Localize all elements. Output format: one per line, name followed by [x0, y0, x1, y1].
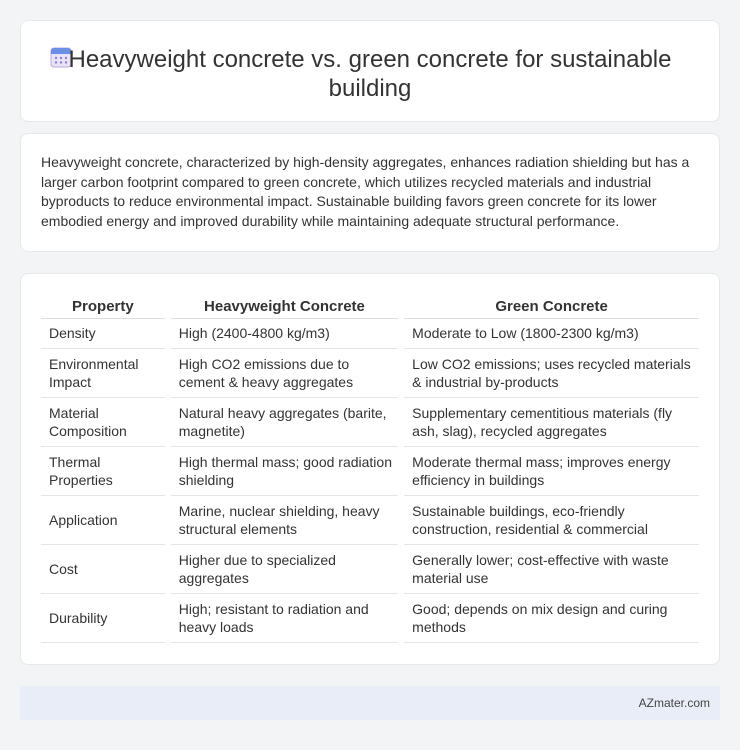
header-green: Green Concrete	[401, 294, 699, 318]
heavyweight-cell: High CO2 emissions due to cement & heavy aggregates	[168, 348, 401, 397]
header-heavyweight: Heavyweight Concrete	[168, 294, 401, 318]
property-cell: Material Composition	[41, 397, 168, 446]
table-row	[41, 397, 699, 446]
comparison-table-card	[20, 273, 720, 665]
green-cell: Moderate thermal mass; improves energy efficiency in buildings	[401, 446, 699, 495]
table-row	[41, 495, 699, 544]
table-row	[41, 348, 699, 397]
property-cell: Density	[41, 318, 168, 348]
table-row	[41, 446, 699, 495]
header-card	[20, 20, 720, 122]
comparison-table	[41, 294, 699, 643]
footer-site-link[interactable]: AZmater.com	[638, 696, 710, 710]
heavyweight-cell: High; resistant to radiation and heavy loads	[168, 593, 401, 642]
heavyweight-cell: High (2400-4800 kg/m3)	[168, 318, 401, 348]
table-row	[41, 318, 699, 348]
summary-card	[20, 133, 720, 252]
green-cell: Generally lower; cost-effective with waste material use	[401, 544, 699, 593]
summary-text: Heavyweight concrete, characterized by high-density aggregates, enhances radiation shielding but has a larger carbon footprint compared to green concrete, which utilizes recycled materials and industrial byproducts to reduce environmental impact. Sustainable building favors green concrete for its lower embodied energy and improved durability while maintaining adequate structural performance.	[41, 154, 690, 229]
heavyweight-cell: Natural heavy aggregates (barite, magnetite)	[168, 397, 401, 446]
property-cell: Durability	[41, 593, 168, 642]
green-cell: Sustainable buildings, eco-friendly construction, residential & commercial	[401, 495, 699, 544]
header-property: Property	[41, 294, 168, 318]
heavyweight-cell: Higher due to specialized aggregates	[168, 544, 401, 593]
property-cell: Application	[41, 495, 168, 544]
table-row	[41, 544, 699, 593]
green-cell: Good; depends on mix design and curing methods	[401, 593, 699, 642]
footer	[20, 686, 720, 720]
table-header-row	[41, 294, 699, 318]
page-title: Heavyweight concrete vs. green concrete for sustainable building	[68, 46, 672, 102]
heavyweight-cell: High thermal mass; good radiation shielding	[168, 446, 401, 495]
property-cell: Environmental Impact	[41, 348, 168, 397]
table-row	[41, 593, 699, 642]
property-cell: Thermal Properties	[41, 446, 168, 495]
property-cell: Cost	[41, 544, 168, 593]
green-cell: Moderate to Low (1800-2300 kg/m3)	[401, 318, 699, 348]
green-cell: Low CO2 emissions; uses recycled materials & industrial by-products	[401, 348, 699, 397]
heavyweight-cell: Marine, nuclear shielding, heavy structural elements	[168, 495, 401, 544]
green-cell: Supplementary cementitious materials (fly ash, slag), recycled aggregates	[401, 397, 699, 446]
